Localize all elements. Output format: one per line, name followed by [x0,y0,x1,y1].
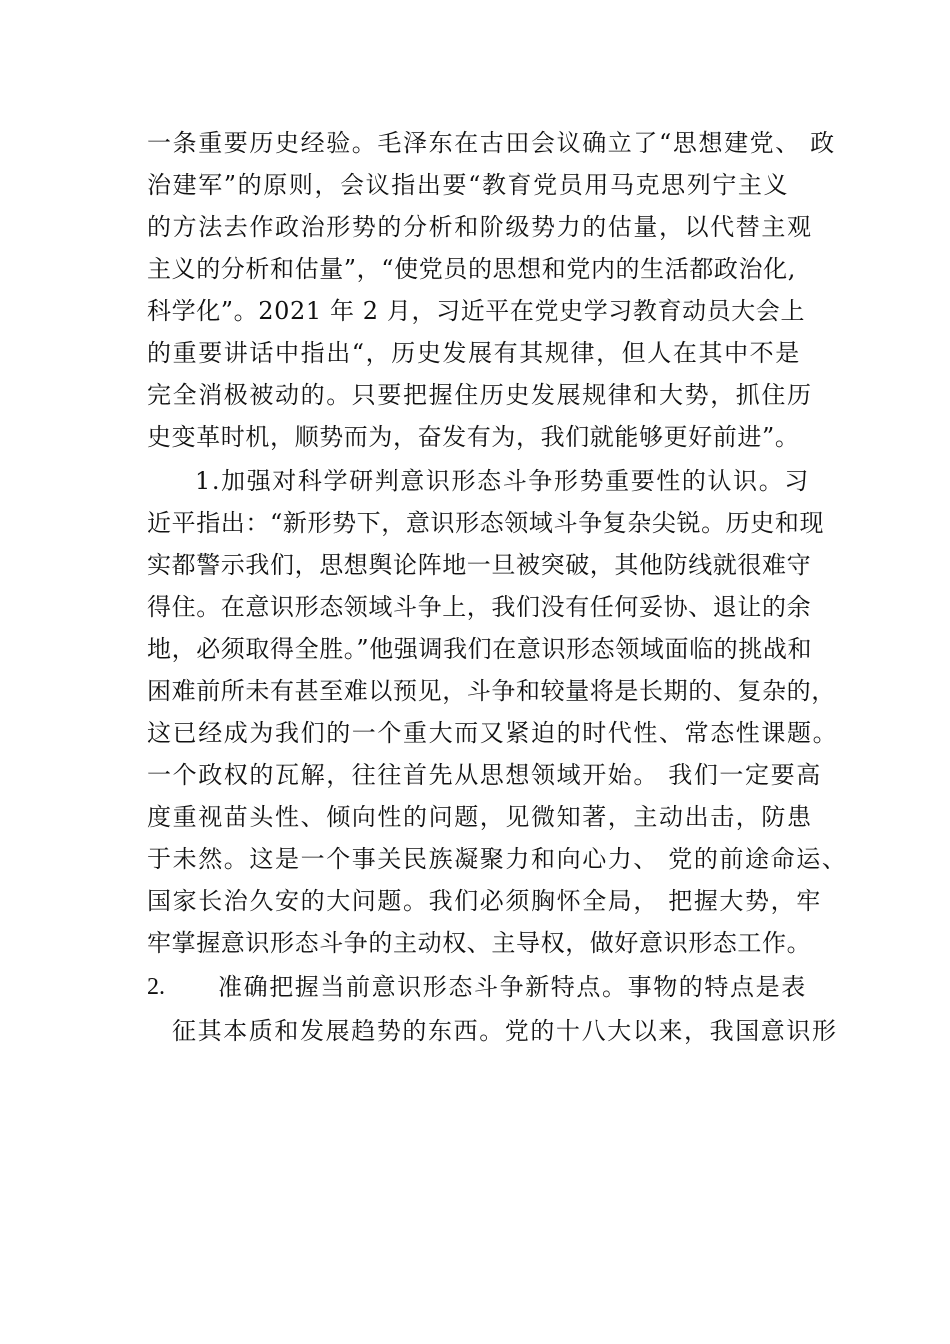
paragraph-line: 度重视苗头性、倾向性的问题，见微知著，主动出击，防患 [147,803,813,831]
paragraph-line: 史变革时机，顺势而为，奋发有为，我们就能够更好前进”。 [147,423,800,451]
section-heading-1: 1.加强对科学研判意识形态斗争形势重要性的认识。习 [195,467,810,495]
paragraph-line: 科学化”。2021 年 2 月，习近平在党史学习教育动员大会上 [147,297,806,325]
list-item-number: 2. [147,974,165,1000]
paragraph-line: 地，必须取得全胜。”他强调我们在意识形态领域面临的挑战和 [147,635,813,663]
paragraph-line: 困难前所未有甚至难以预见，斗争和较量将是长期的、复杂的， [147,677,836,705]
paragraph-line: 的重要讲话中指出“，历史发展有其规律，但人在其中不是 [147,339,801,367]
paragraph-line: 完全消极被动的。只要把握住历史发展规律和大势，抓住历 [147,381,813,409]
paragraph-line: 近平指出：“新形势下，意识形态领域斗争复杂尖锐。历史和现 [147,509,825,537]
paragraph-line: 的方法去作政治形势的分析和阶级势力的估量，以代替主观 [147,213,813,241]
paragraph-line: 一个政权的瓦解，往往首先从思想领域开始。 我们一定要高 [147,761,822,789]
paragraph-line: 国家长治久安的大问题。我们必须胸怀全局， 把握大势，牢 [147,887,822,915]
paragraph-line: 这已经成为我们的一个重大而又紧迫的时代性、常态性课题。 [147,719,839,747]
paragraph-line: 得住。在意识形态领域斗争上，我们没有任何妥协、退让的余 [147,593,812,621]
paragraph-line: 治建军”的原则，会议指出要“教育党员用马克思列宁主义 [147,171,790,199]
paragraph-line: 牢掌握意识形态斗争的主动权、主导权，做好意识形态工作。 [147,929,812,957]
paragraph-line: 于未然。这是一个事关民族凝聚力和向心力、 党的前途命运、 [147,845,848,873]
paragraph-line: 实都警示我们，思想舆论阵地一旦被突破，其他防线就很难守 [147,551,812,579]
paragraph-line: 主义的分析和估量”，“使党员的思想和党内的生活都政治化, [147,255,796,283]
paragraph-line: 一条重要历史经验。毛泽东在古田会议确立了“思想建党、 政 [147,129,836,157]
paragraph-line: 征其本质和发展趋势的东西。党的十八大以来，我国意识形 [172,1017,838,1045]
section-heading-2: 准确把握当前意识形态斗争新特点。事物的特点是表 [218,973,807,1001]
